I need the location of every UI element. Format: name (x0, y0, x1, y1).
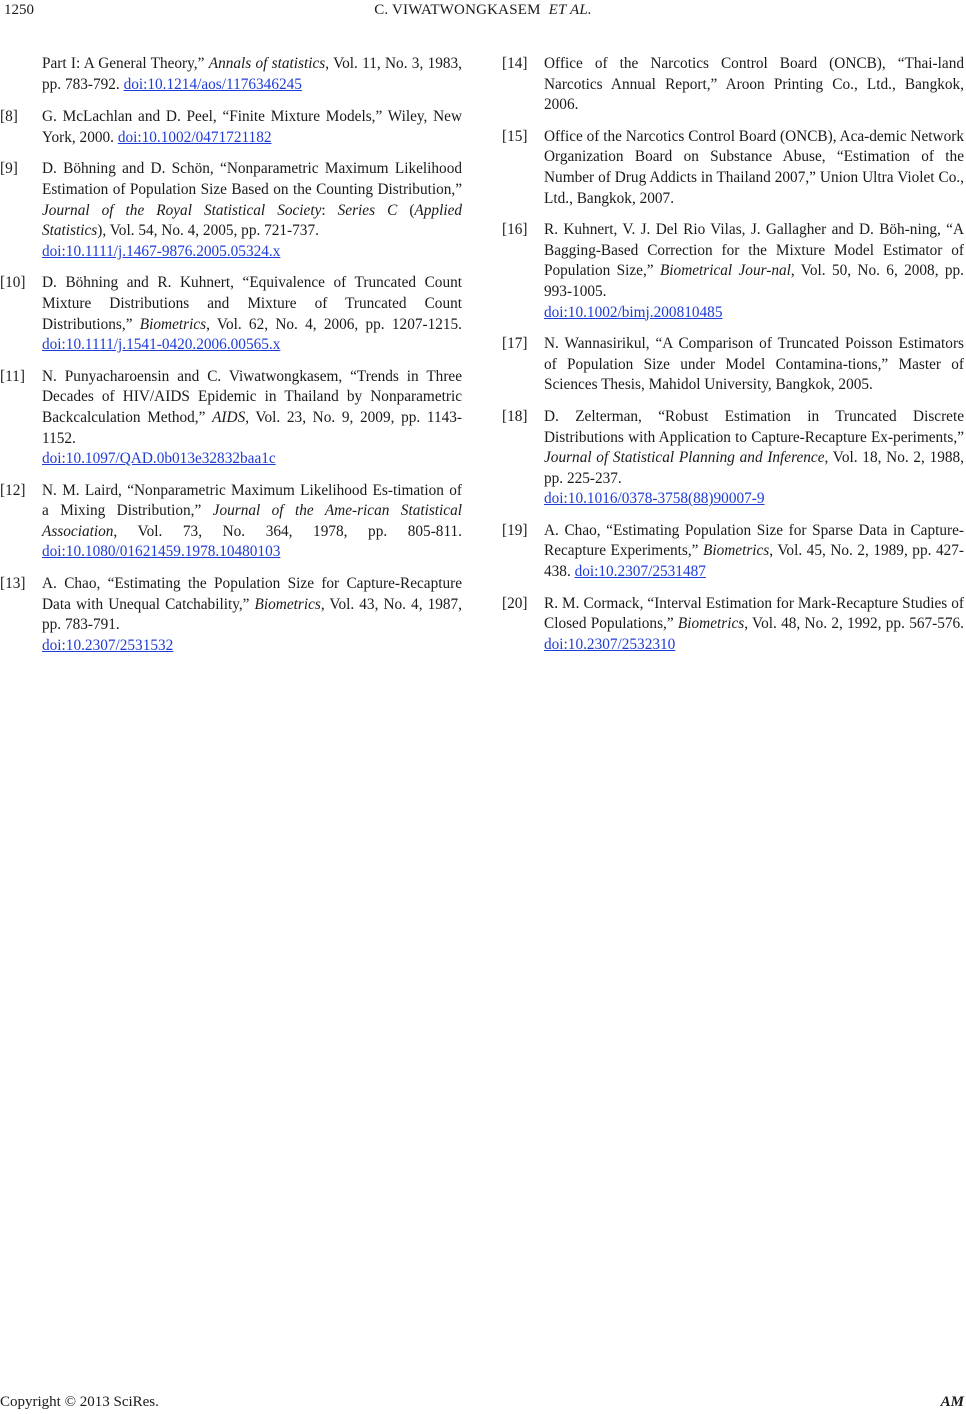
reference-entry (502, 521, 964, 583)
reference-number: [12] (0, 481, 26, 499)
reference-text: A. Chao, “Estimating the Population Size for Capture-Recapture Data with Unequal Catchability,” (42, 575, 462, 613)
reference-italic-text: Annals of statistics (208, 55, 326, 72)
reference-column-right (502, 54, 964, 666)
doi-link[interactable]: doi:10.1002/0471721182 (117, 128, 272, 146)
reference-text: N. Wannasirikul, “A Comparison of Truncated Poisson Estimators of Population Size under Model Contamina-tions,” Master of Sciences Thesis, Mahidol University, Bangkok, 2005. (544, 335, 964, 394)
reference-entry (0, 273, 462, 355)
reference-number: [19] (502, 521, 528, 539)
doi-link[interactable]: doi:10.2307/2532310 (544, 635, 676, 653)
reference-number: [10] (0, 274, 26, 292)
running-head-et-al: ET AL. (548, 2, 592, 18)
reference-text: D. Böhning and R. Kuhnert, “Equivalence of Truncated Count Mixture Distributions and Mixture of Truncated Count Distributions,” (42, 274, 462, 333)
doi-link[interactable]: doi:10.1111/j.1541-0420.2006.00565.x (42, 336, 281, 354)
reference-entry (502, 54, 964, 116)
reference-text: , Vol. 11, No. 3, 1983, pp. 783-792. (42, 55, 462, 93)
reference-entry (502, 127, 964, 209)
reference-text: Part I: A General Theory,” (42, 55, 209, 72)
reference-entry (0, 159, 462, 262)
reference-text: ( (397, 201, 415, 219)
reference-number: [8] (0, 108, 18, 126)
footer-copyright: Copyright © 2013 SciRes. (0, 1394, 159, 1410)
reference-entry (0, 481, 462, 563)
running-head-authors: C. VIWATWONGKASEM (374, 2, 541, 18)
reference-text: Office of the Narcotics Control Board (ONCB), “Thai-land Narcotics Annual Report,” Aroon Printing Co., Ltd., Bangkok, 2006. (544, 55, 964, 114)
reference-entry (502, 594, 964, 656)
page-number: 1250 (4, 2, 34, 18)
doi-link[interactable]: doi:10.2307/2531487 (574, 563, 706, 581)
reference-number: [20] (502, 594, 528, 612)
doi-link[interactable]: doi:10.1016/0378-3758(88)90007-9 (544, 490, 765, 508)
reference-text: D. Zelterman, “Robust Estimation in Truncated Discrete Distributions with Application to Capture-Recapture Ex-periments,” (544, 407, 964, 446)
reference-number: [15] (502, 127, 528, 145)
reference-text: , Vol. 45, No. 2, 1989, pp. 427-438. (544, 542, 964, 581)
reference-text: R. Kuhnert, V. J. Del Rio Vilas, J. Gallagher and D. Böh-ning, “A Bagging-Based Correction for the Mixture Model Estimator of Population Size,” (544, 221, 964, 280)
reference-text: G. McLachlan and D. Peel, “Finite Mixture Models,” Wiley, New York, 2000. (42, 108, 462, 146)
reference-number: [9] (0, 160, 18, 178)
reference-text: N. Punyacharoensin and C. Viwatwongkasem, “Trends in Three Decades of HIV/AIDS Epidemic in Thailand by Nonparametric Backcalculation Method,” (42, 367, 462, 426)
reference-italic-text: Biometrics (677, 615, 745, 633)
doi-link[interactable]: doi:10.1002/bimj.200810485 (544, 303, 723, 321)
doi-link[interactable]: doi:10.1111/j.1467-9876.2005.05324.x (42, 242, 281, 260)
reference-italic-text: Biometrics (139, 315, 207, 333)
reference-text: R. M. Cormack, “Interval Estimation for Mark-Recapture Studies of Closed Populations,” (544, 594, 964, 633)
reference-entry (0, 107, 462, 148)
reference-text: , Vol. 50, No. 6, 2008, pp. 993-1005. (544, 262, 965, 300)
reference-entry (0, 367, 462, 470)
running-head (0, 2, 966, 19)
reference-column-left (0, 54, 462, 667)
reference-text: N. M. Laird, “Nonparametric Maximum Likelihood Es-timation of a Mixing Distribution,” (42, 481, 462, 520)
reference-text: , Vol. 43, No. 4, 1987, pp. 783-791. (42, 595, 462, 634)
reference-text: : (321, 201, 338, 219)
reference-number: [16] (502, 221, 528, 239)
doi-link[interactable]: doi:10.2307/2531532 (42, 636, 174, 654)
reference-italic-text: Biometrics (254, 595, 321, 613)
reference-continuation (0, 54, 462, 95)
reference-number: [14] (502, 55, 528, 72)
doi-link[interactable]: doi:10.1214/aos/1176346245 (123, 75, 302, 93)
reference-text: ), Vol. 54, No. 4, 2005, pp. 721-737. (97, 222, 319, 240)
reference-italic-text: Journal of Statistical Planning and Inference (544, 449, 825, 467)
reference-italic-text: Series C (337, 201, 398, 219)
reference-italic-text: AIDS (212, 408, 246, 426)
reference-text: , Vol. 48, No. 2, 1992, pp. 567-576. (744, 615, 964, 633)
reference-text: , Vol. 62, No. 4, 2006, pp. 1207-1215. (206, 315, 462, 333)
reference-text: , Vol. 23, No. 9, 2009, pp. 1143-1152. (42, 408, 462, 447)
reference-italic-text: Journal of the Royal Statistical Society (42, 201, 322, 219)
reference-entry (502, 407, 964, 510)
reference-italic-text: Applied Statistics (42, 201, 463, 240)
reference-number: [18] (502, 407, 528, 425)
reference-entry (502, 334, 964, 396)
reference-italic-text: Journal of the Ame-rican Statistical Association (42, 502, 462, 540)
reference-number: [17] (502, 335, 528, 353)
reference-number: [13] (0, 575, 26, 593)
reference-entry (502, 220, 964, 323)
footer-journal-abbrev: AM (940, 1394, 964, 1410)
doi-link[interactable]: doi:10.1097/QAD.0b013e32832baa1c (42, 450, 276, 468)
reference-entry (0, 574, 462, 656)
reference-text: Office of the Narcotics Control Board (ONCB), Aca-demic Network Organization Board on Substance Abuse, “Estimation of the Number of Drug Addicts in Thailand 2007,” Union Ultra Violet Co., Ltd., Bangkok, 2007. (544, 127, 964, 207)
reference-italic-text: Biometrical Jour-nal (659, 262, 791, 280)
reference-text: A. Chao, “Estimating Population Size for Sparse Data in Capture-Recapture Experiments,” (544, 521, 964, 560)
doi-link[interactable]: doi:10.1080/01621459.1978.10480103 (42, 543, 281, 561)
reference-number: [11] (0, 367, 25, 385)
reference-text: , Vol. 18, No. 2, 1988, pp. 225-237. (544, 449, 965, 487)
reference-text: D. Böhning and D. Schön, “Nonparametric Maximum Likelihood Estimation of Population Size Based on the Counting Distribution,” (42, 160, 462, 198)
reference-italic-text: Biometrics (702, 542, 770, 560)
reference-text: , Vol. 73, No. 364, 1978, pp. 805-811. (113, 522, 462, 540)
